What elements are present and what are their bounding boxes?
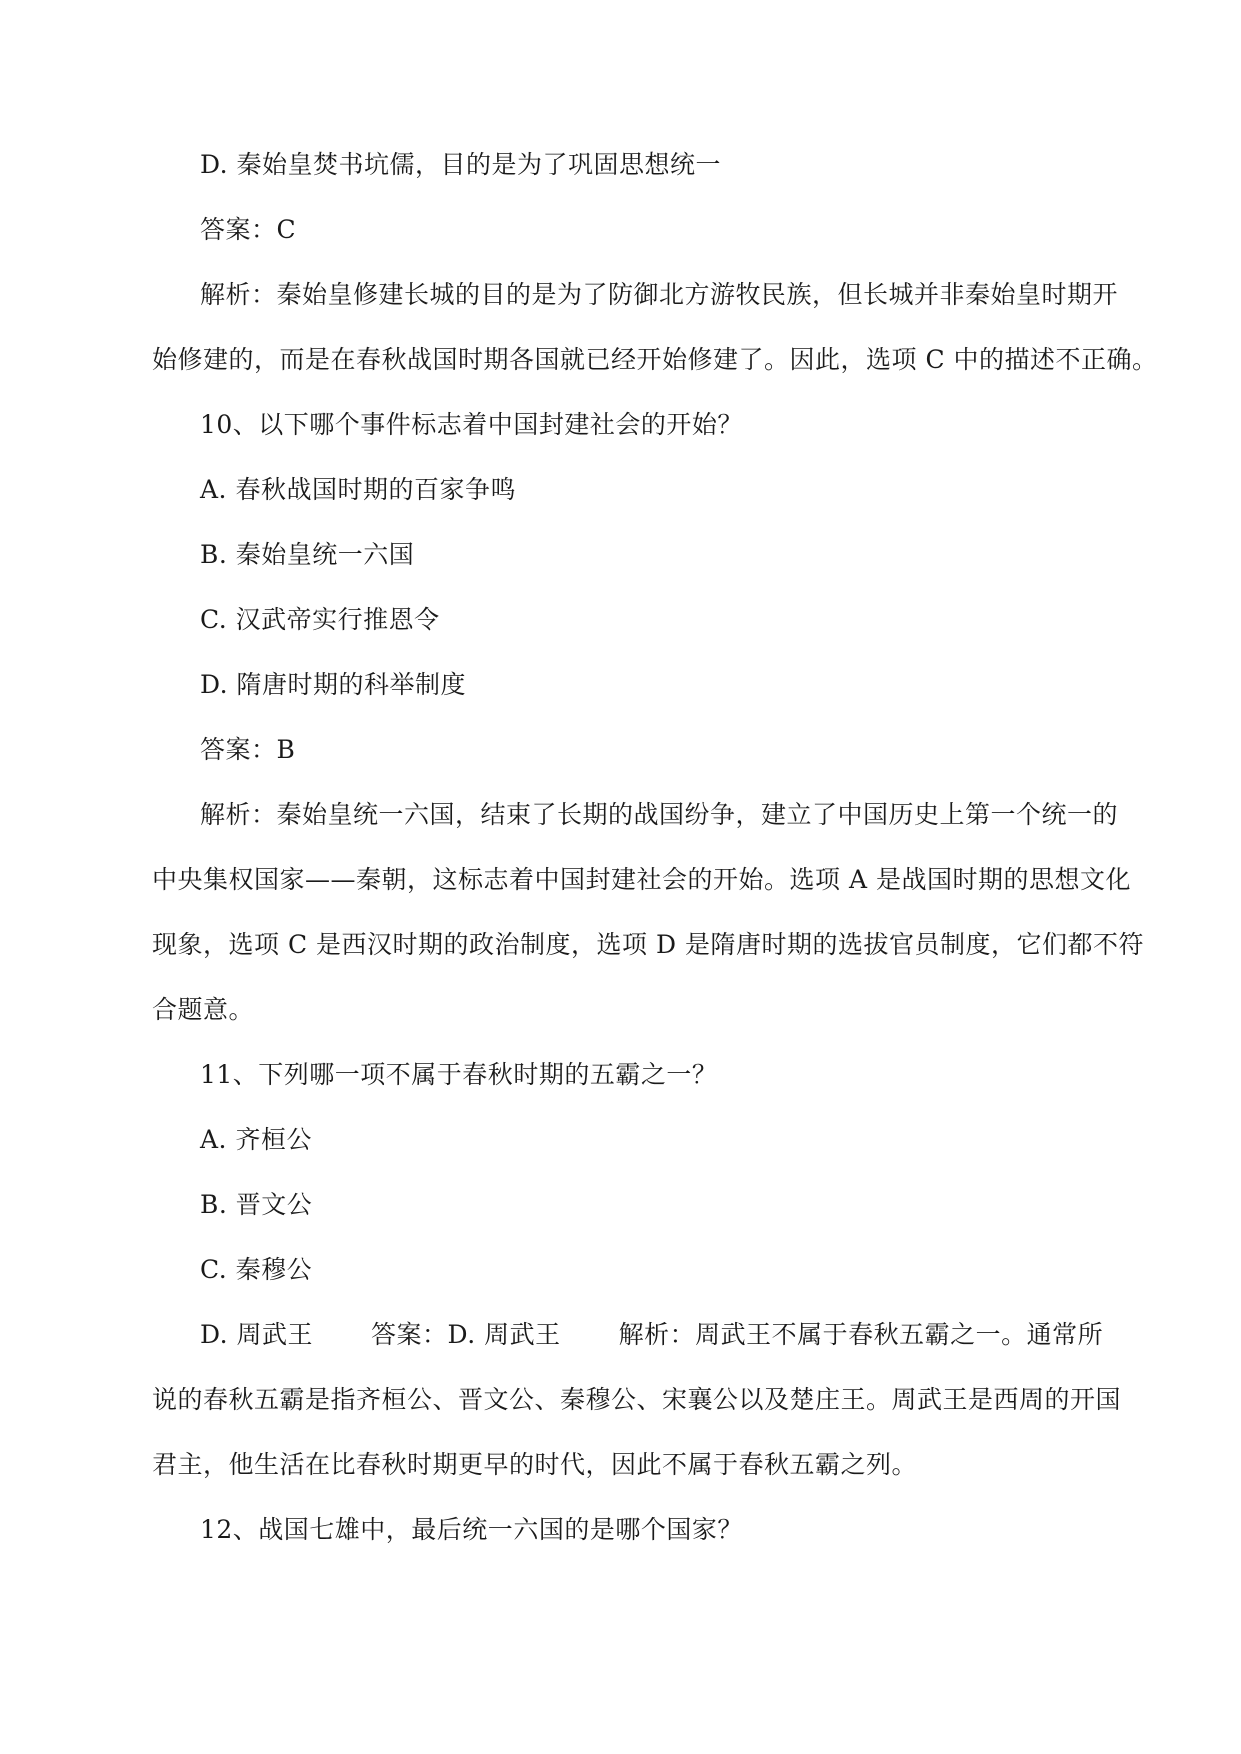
q10-option-d: D. 隋唐时期的科举制度 (200, 670, 467, 699)
q11-option-d: D. 周武王 (200, 1320, 314, 1349)
q9-answer: 答案：C (200, 215, 297, 244)
q11-option-c: C. 秦穆公 (200, 1255, 313, 1284)
q11-analysis-line1: 解析：周武王不属于春秋五霸之一。通常所 (618, 1320, 1104, 1349)
q10-option-a: A. 春秋战国时期的百家争鸣 (200, 475, 516, 504)
q10-answer: 答案：B (200, 735, 296, 764)
q10-analysis-line4: 合题意。 (152, 995, 255, 1024)
q11-option-b: B. 晋文公 (200, 1190, 313, 1219)
q11-answer: 答案：D. 周武王 (371, 1320, 561, 1349)
q10-option-b: B. 秦始皇统一六国 (200, 540, 415, 569)
q11-option-a: A. 齐桓公 (200, 1125, 312, 1154)
q11-analysis-line2: 说的春秋五霸是指齐桓公、晋文公、秦穆公、宋襄公以及楚庄王。周武王是西周的开国 (152, 1385, 1122, 1414)
q10-analysis-line3: 现象，选项 C 是西汉时期的政治制度，选项 D 是隋唐时期的选拔官员制度，它们都不符 (152, 930, 1144, 959)
q9-option-d: D. 秦始皇焚书坑儒，目的是为了巩固思想统一 (200, 150, 722, 179)
q10-analysis-line2: 中央集权国家——秦朝，这标志着中国封建社会的开始。选项 A 是战国时期的思想文化 (152, 865, 1131, 894)
q11-analysis-line3: 君主，他生活在比春秋时期更早的时代，因此不属于春秋五霸之列。 (152, 1450, 918, 1479)
q11-combined-line (200, 1320, 1103, 1350)
q10-option-c: C. 汉武帝实行推恩令 (200, 605, 440, 634)
q9-analysis-line1: 解析：秦始皇修建长城的目的是为了防御北方游牧民族，但长城并非秦始皇时期开 (200, 280, 1119, 309)
q10-question: 10、以下哪个事件标志着中国封建社会的开始？ (200, 410, 743, 439)
q9-analysis-line2: 始修建的，而是在春秋战国时期各国就已经开始修建了。因此，选项 C 中的描述不正确。 (152, 345, 1158, 374)
q11-question: 11、下列哪一项不属于春秋时期的五霸之一？ (200, 1060, 718, 1089)
q10-analysis-line1: 解析：秦始皇统一六国，结束了长期的战国纷争，建立了中国历史上第一个统一的 (200, 800, 1119, 829)
q12-question: 12、战国七雄中，最后统一六国的是哪个国家？ (200, 1515, 743, 1544)
